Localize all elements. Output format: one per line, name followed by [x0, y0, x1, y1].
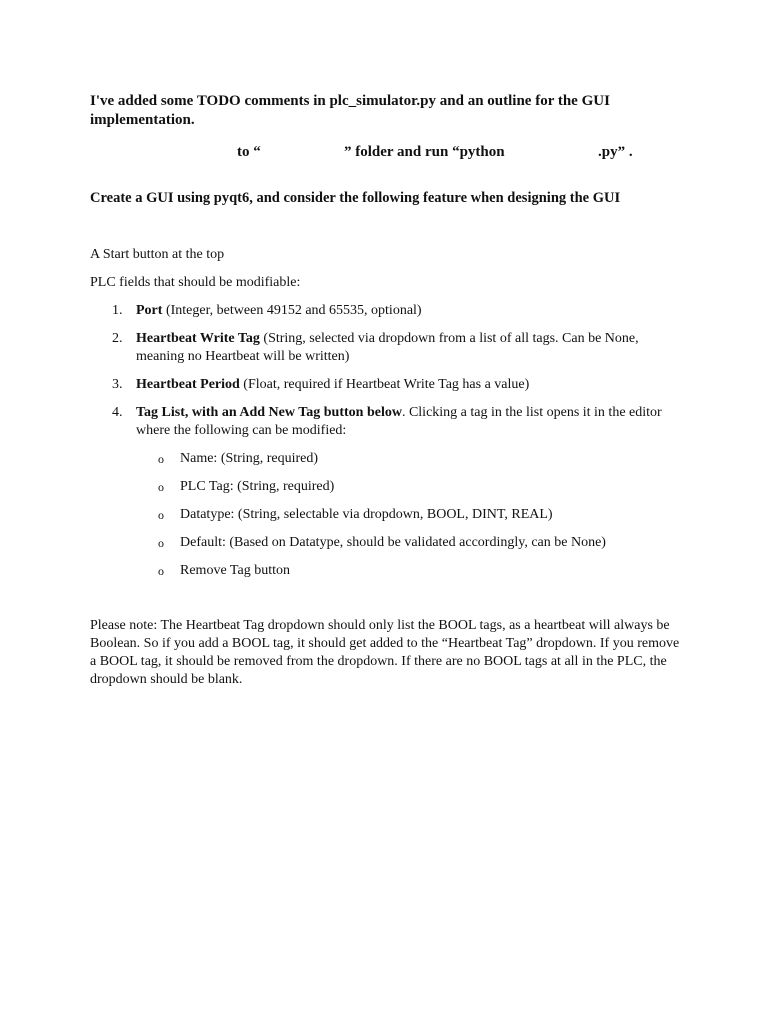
instruction-part-1: to “: [237, 144, 261, 160]
sub-list-item: [90, 562, 680, 580]
list-item-number: 1.: [112, 303, 123, 318]
sub-list-item: [90, 506, 680, 524]
list-item-number: 2.: [112, 331, 123, 346]
bullet-icon: o: [158, 480, 164, 494]
bullet-icon: o: [158, 508, 164, 522]
instruction-part-2: ” folder and run “python: [344, 144, 505, 160]
sub-list-item: [90, 450, 680, 468]
list-item-detail: (Integer, between 49152 and 65535, optional): [162, 303, 422, 318]
tag-editor-fields-list: [90, 450, 680, 580]
list-item-detail: . Clicking a tag in the list opens it in the editor where the following can be modified:: [136, 405, 662, 438]
sub-list-item-text: Name: (String, required): [180, 451, 319, 466]
instruction-line: [90, 144, 680, 162]
list-item: [90, 376, 680, 394]
instruction-part-3: .py” .: [598, 144, 633, 160]
start-button-line: A Start button at the top: [90, 247, 225, 262]
sub-list-item-text: Datatype: (String, selectable via dropdown, BOOL, DINT, REAL): [180, 507, 553, 522]
note-paragraph: Please note: The Heartbeat Tag dropdown should only list the BOOL tags, as a heartbeat will always be Boolean. So if you add a BOOL tag, it should get added to the “Heartbeat Tag” dropdown. If you remove a BOOL tag, it should be removed from the dropdown. If there are no BOOL tags at all in the PLC, the dropdown should be blank.: [90, 618, 680, 687]
list-item-detail: (String, selected via dropdown from a list of all tags. Can be None, meaning no Heartbeat will be written): [136, 331, 639, 364]
bullet-icon: o: [158, 536, 164, 550]
plc-fields-list: [90, 302, 680, 590]
bullet-icon: o: [158, 564, 164, 578]
section-heading: Create a GUI using pyqt6, and consider the following feature when designing the GUI: [90, 190, 621, 206]
list-item-number: 3.: [112, 377, 123, 392]
sub-list-item-text: Default: (Based on Datatype, should be validated accordingly, can be None): [180, 535, 606, 550]
sub-list-item: [90, 478, 680, 496]
bullet-icon: o: [158, 452, 164, 466]
list-item-title: Heartbeat Write Tag: [136, 331, 260, 346]
list-item-detail: (Float, required if Heartbeat Write Tag has a value): [239, 377, 530, 392]
document-page: [90, 92, 680, 687]
list-item-number: 4.: [112, 405, 123, 420]
list-item-title: Heartbeat Period: [136, 377, 240, 392]
list-item: [90, 404, 680, 440]
list-item: [90, 302, 680, 320]
list-item: [90, 330, 680, 366]
list-item-title: Tag List, with an Add New Tag button below: [136, 405, 402, 420]
sub-list-item-text: PLC Tag: (String, required): [180, 479, 335, 494]
list-item-title: Port: [136, 303, 163, 318]
sub-list-item: [90, 534, 680, 552]
plc-fields-line: PLC fields that should be modifiable:: [90, 275, 301, 290]
intro-paragraph: I've added some TODO comments in plc_simulator.py and an outline for the GUI implementation.: [90, 93, 610, 128]
sub-list-item-text: Remove Tag button: [180, 563, 290, 578]
